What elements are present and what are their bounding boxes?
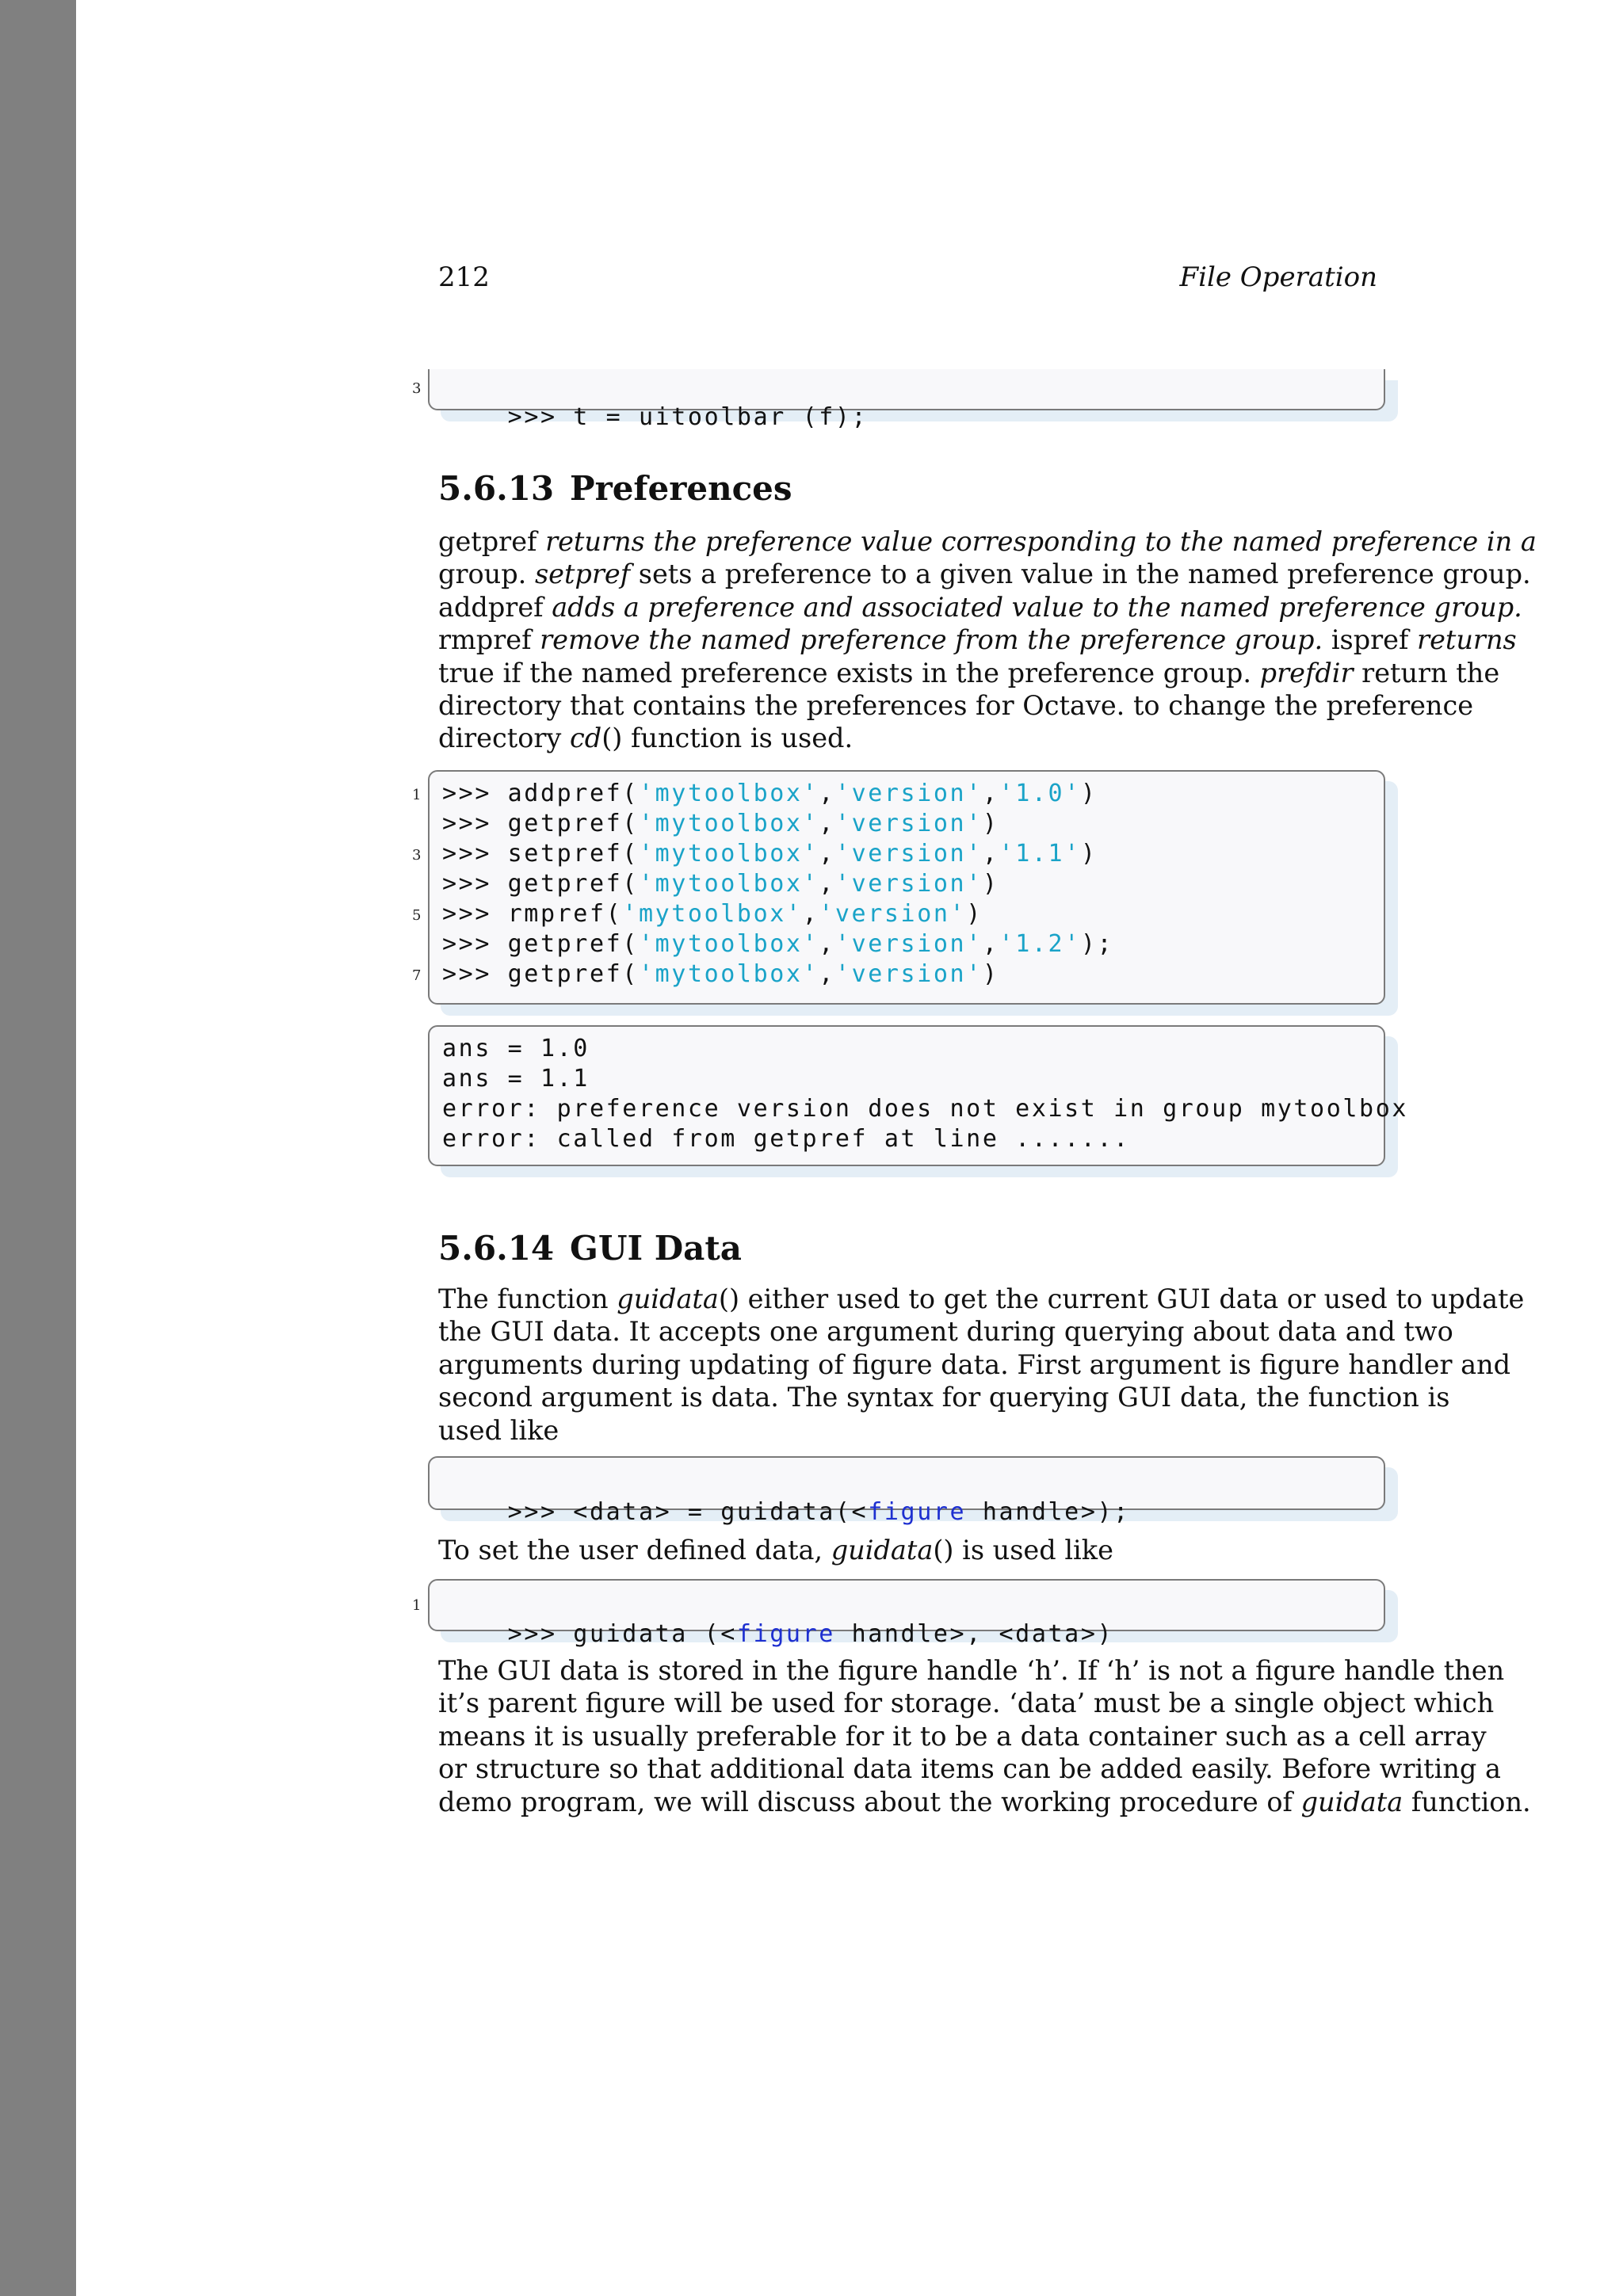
code-text: ) [982, 810, 999, 837]
code-punctuation: , [819, 930, 835, 958]
code-string: '1.2' [999, 930, 1081, 958]
code-string: 'mytoolbox' [638, 780, 819, 807]
code-punctuation: , [819, 870, 835, 898]
code-string: '1.0' [999, 780, 1081, 807]
line-number: 5 [412, 907, 422, 924]
output-line: ans = 1.0 [442, 1035, 590, 1062]
code-text: >>> t = uitoolbar (f); [507, 403, 869, 431]
text-line [438, 1381, 1450, 1413]
code-string: '1.1' [999, 840, 1081, 868]
code-line [412, 899, 1384, 929]
line-number: 1 [412, 787, 422, 803]
code-string: 'mytoolbox' [638, 960, 819, 988]
section-number: 5.6.14 [438, 1229, 555, 1268]
line-number: 7 [412, 967, 422, 984]
text-line [438, 657, 1500, 689]
paragraph-guidata-set [438, 1534, 1375, 1566]
text-line [438, 624, 1517, 656]
page-number: 212 [438, 261, 490, 293]
code-string: 'mytoolbox' [638, 840, 819, 868]
code-text: ) [1080, 780, 1098, 807]
code-text: >>> rmpref( [442, 900, 623, 928]
code-keyword: figure [736, 1620, 835, 1648]
function-name: returns [1408, 624, 1517, 656]
code-text: handle>, <data>) [834, 1620, 1114, 1648]
function-name: guidata [1300, 1786, 1403, 1817]
paragraph-guidata-storage [438, 1654, 1531, 1818]
output-line: ans = 1.1 [442, 1065, 590, 1093]
text-line [438, 591, 1522, 624]
text-line [438, 1283, 1525, 1315]
code-text: ) [982, 960, 999, 988]
code-string: 'version' [834, 960, 983, 988]
code-line [430, 929, 1384, 959]
code-text: >>> getpref( [442, 930, 639, 958]
function-name: prefdir [1259, 657, 1354, 688]
paragraph-guidata-intro [438, 1283, 1525, 1447]
text-line [438, 1534, 1375, 1566]
code-string: 'version' [834, 930, 983, 958]
text-run: or structure so that additional data items can be added easily. Before writing a [438, 1753, 1501, 1785]
section-heading-preferences [438, 469, 792, 508]
text-run: demo program, we will discuss about the working procedure of [438, 1786, 1301, 1817]
function-name: remove the named preference from the preference group. [531, 624, 1331, 656]
code-line [412, 372, 1384, 431]
text-line [438, 1720, 1487, 1753]
output-block-preferences [428, 1025, 1409, 1166]
code-text: ) [966, 900, 983, 928]
code-string: 'mytoolbox' [638, 930, 819, 958]
code-line [412, 839, 1384, 869]
code-string: 'version' [819, 900, 967, 928]
text-run: means it is usually preferable for it to be a data container such as a cell array [438, 1720, 1487, 1752]
text-run: arguments during updating of figure data. First argument is figure handler and [438, 1348, 1511, 1380]
code-text: >>> addpref( [442, 780, 639, 807]
text-run: group. [438, 559, 535, 590]
text-line [438, 1348, 1511, 1381]
code-text: ) [982, 870, 999, 898]
code-line [430, 809, 1384, 839]
text-run: sets a preference to a given value in the named preference group. [630, 559, 1531, 590]
function-name: guidata [831, 1535, 934, 1566]
running-header-title: File Operation [1179, 261, 1377, 293]
code-block-preferences [412, 770, 1385, 1005]
text-run: true if the named preference exists in the preference group. [438, 657, 1260, 688]
text-run: it’s parent figure will be used for storage. ‘data’ must be a single object which [438, 1688, 1495, 1719]
section-title: GUI Data [570, 1229, 743, 1268]
code-string: 'mytoolbox' [622, 900, 803, 928]
text-run: return the [1353, 657, 1500, 688]
code-punctuation: , [819, 810, 835, 837]
text-run: used like [438, 1414, 559, 1446]
text-line [438, 525, 1537, 558]
code-punctuation: , [819, 960, 835, 988]
text-line [438, 1654, 1505, 1687]
text-run: addpref [438, 591, 544, 623]
function-name: setpref [534, 559, 631, 590]
text-line [438, 689, 1474, 722]
text-run: ispref [1331, 624, 1409, 656]
code-line [430, 869, 1384, 899]
code-punctuation: , [819, 780, 835, 807]
section-number: 5.6.13 [438, 469, 555, 508]
text-run: function. [1403, 1786, 1531, 1817]
code-string: 'version' [834, 780, 983, 807]
text-run: second argument is data. The syntax for querying GUI data, the function is [438, 1382, 1450, 1413]
text-run: () is used like [933, 1535, 1113, 1566]
line-number: 3 [412, 380, 422, 397]
line-number: 3 [412, 847, 422, 864]
code-text: >>> getpref( [442, 960, 639, 988]
function-name: cd [569, 723, 602, 754]
output-line: error: preference version does not exist in group mytoolbox [442, 1095, 1409, 1123]
function-name: guidata [617, 1283, 719, 1314]
function-name: returns the preference value corresponding to the named preference in a [537, 526, 1537, 557]
code-line [412, 779, 1384, 809]
code-line [412, 1589, 1384, 1648]
code-text: >>> <data> = guidata(< [507, 1498, 869, 1526]
text-line [438, 1786, 1531, 1818]
function-name: adds a preference and associated value to the named preference group. [543, 591, 1522, 623]
text-run: The GUI data is stored in the figure handle ‘h’. If ‘h’ is not a figure handle then [438, 1655, 1505, 1686]
code-punctuation: , [982, 840, 999, 868]
text-run: () either used to get the current GUI data or used to update [718, 1283, 1525, 1314]
text-run: () function is used. [601, 723, 854, 754]
code-block-guidata-query [428, 1456, 1385, 1526]
page-margin-bar [0, 0, 76, 2296]
code-line [412, 959, 1384, 990]
text-run: rmpref [438, 624, 532, 656]
code-punctuation: , [819, 840, 835, 868]
code-text: handle>); [966, 1498, 1130, 1526]
section-title: Preferences [570, 469, 792, 508]
code-string: 'version' [834, 870, 983, 898]
text-line [438, 1753, 1501, 1785]
text-run: the GUI data. It accepts one argument during querying about data and two [438, 1316, 1453, 1348]
text-line [438, 722, 1375, 754]
line-number: 1 [412, 1597, 422, 1614]
code-line [430, 1467, 1384, 1526]
code-block-toolbar-fragment [412, 369, 1385, 431]
code-text: >>> guidata (< [507, 1620, 737, 1648]
paragraph-preferences [438, 525, 1537, 755]
text-run: directory [438, 723, 570, 754]
code-string: 'mytoolbox' [638, 810, 819, 837]
text-run: getpref [438, 526, 537, 557]
code-string: 'version' [834, 840, 983, 868]
code-text: >>> getpref( [442, 870, 639, 898]
code-string: 'version' [834, 810, 983, 837]
code-text: >>> setpref( [442, 840, 639, 868]
text-run: To set the user defined data, [438, 1535, 831, 1566]
code-punctuation: , [982, 930, 999, 958]
code-keyword: figure [868, 1498, 967, 1526]
text-run: directory that contains the preferences for Octave. to change the preference [438, 690, 1474, 722]
text-line [438, 558, 1531, 590]
text-line [438, 1414, 1375, 1447]
section-heading-gui-data [438, 1229, 742, 1268]
code-text: ) [1080, 840, 1098, 868]
code-text: >>> getpref( [442, 810, 639, 837]
code-string: 'mytoolbox' [638, 870, 819, 898]
code-block-guidata-set [412, 1579, 1385, 1648]
text-line [438, 1687, 1495, 1719]
text-run: The function [438, 1283, 617, 1314]
output-line: error: called from getpref at line ....... [442, 1125, 1130, 1153]
code-punctuation: , [802, 900, 819, 928]
text-line [438, 1315, 1453, 1348]
code-text: ); [1080, 930, 1114, 958]
code-punctuation: , [982, 780, 999, 807]
